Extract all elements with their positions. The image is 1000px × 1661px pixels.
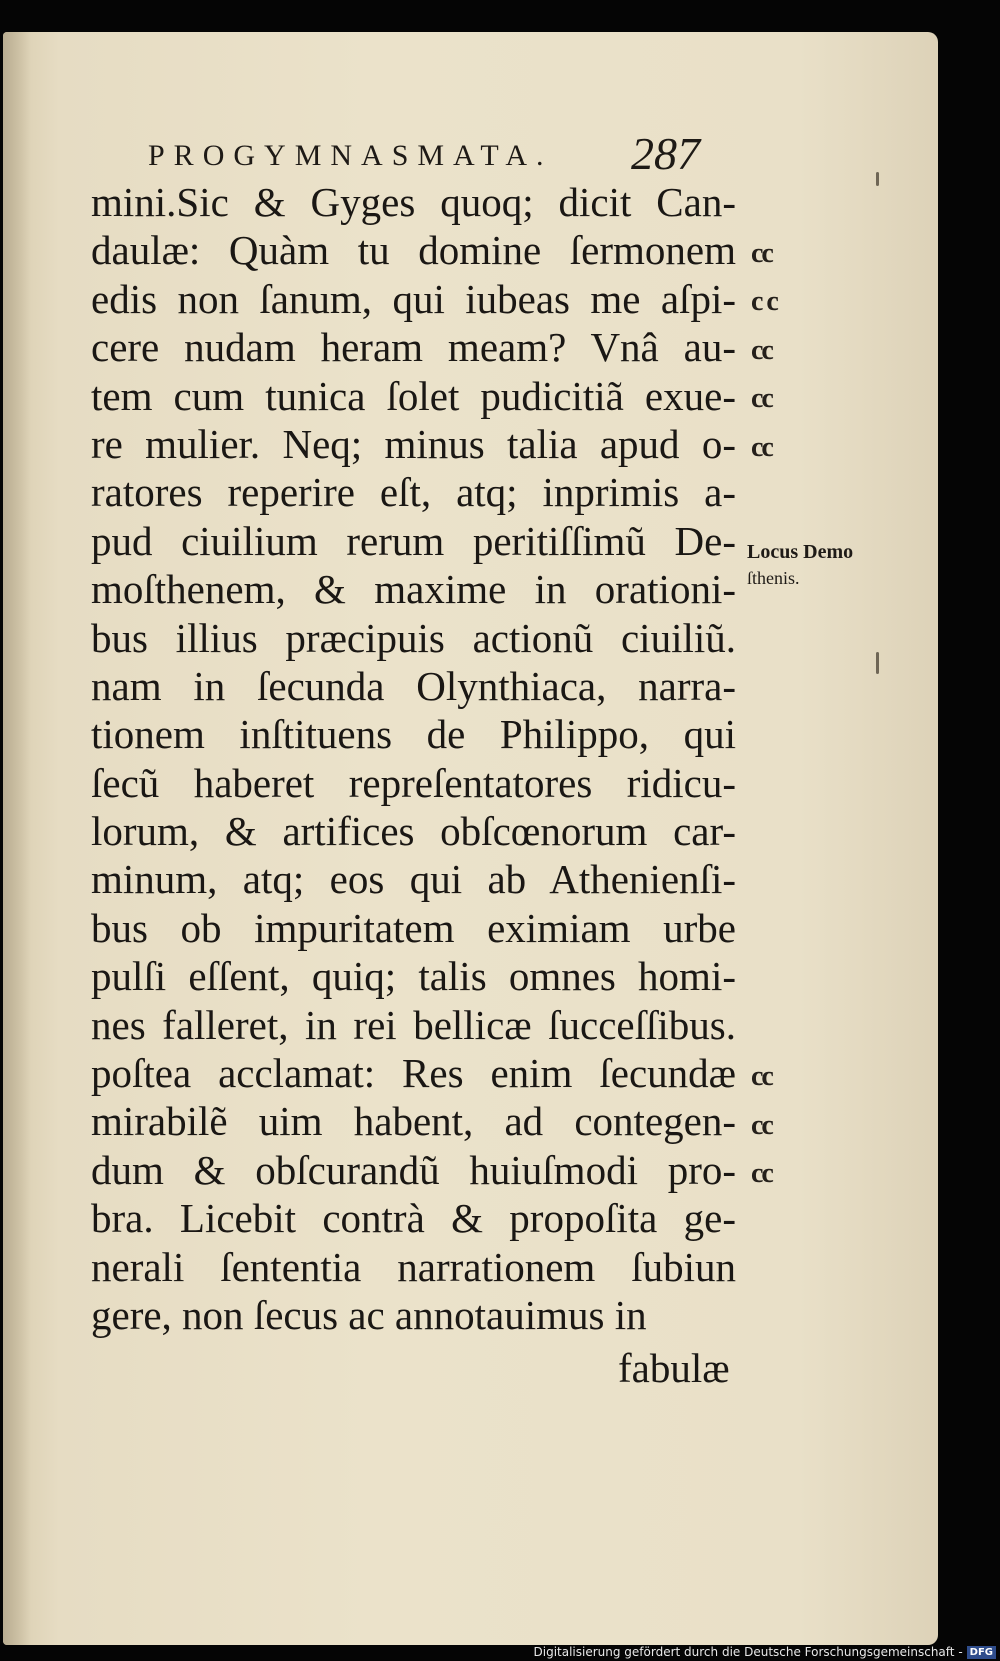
catchword: fabulæ [618, 1345, 730, 1391]
text-line: poſtea acclamat: Res enim ſecundæ [91, 1050, 736, 1097]
text-line: daulæ: Quàm tu domine ſermonem [91, 227, 736, 274]
text-line: minum, atq; eos qui ab Athenienſi- [91, 856, 736, 903]
text-line: mini.Sic & Gyges quoq; dicit Can- [91, 179, 736, 225]
paper-speck [876, 652, 879, 674]
text-line: nes falleret, in rei bellicæ ſucceſſibus. [91, 1001, 736, 1048]
text-line: cere nudam heram meam? Vnâ au- [91, 324, 736, 371]
page-number: 287 [631, 128, 700, 179]
marginal-note-line: Locus Demo [747, 541, 854, 563]
main-text-block [91, 178, 736, 1339]
page-gutter-shadow [3, 32, 31, 1645]
text-line: nam in ſecunda Olynthiaca, narra- [91, 662, 736, 709]
paper-speck [876, 172, 879, 186]
text-line: bus ob impuritatem eximiam urbe [91, 904, 736, 951]
book-page [3, 32, 938, 1645]
dfg-logo: DFG [967, 1646, 996, 1659]
text-line: edis non ſanum, qui iubeas me aſpi- [91, 275, 736, 322]
text-line: ſecũ haberet repreſentatores ridicu- [91, 759, 736, 806]
quote-mark: cc [751, 383, 772, 414]
text-line: mirabilẽ uim habent, ad contegen- [91, 1098, 736, 1145]
text-line: tionem inſtituens de Philippo, qui [91, 711, 736, 758]
digitization-credit [534, 1643, 997, 1661]
quote-mark: cc [751, 335, 772, 366]
quote-mark: c c [751, 286, 777, 317]
quote-mark: cc [751, 432, 772, 463]
text-line: ratores reperire eſt, atq; inprimis a- [91, 469, 736, 516]
quote-mark: cc [751, 1158, 772, 1189]
quote-mark: cc [751, 1061, 772, 1092]
quote-mark: cc [751, 1110, 772, 1141]
text-line: moſthenem, & maxime in orationi- [91, 566, 736, 613]
text-line: gere, non ſecus ac annotauimus in [91, 1291, 647, 1338]
text-line: bus illius præcipuis actionũ ciuiliũ. [91, 614, 736, 661]
text-line: pulſi eſſent, quiq; talis omnes homi- [91, 953, 736, 1000]
marginal-note-line: ſthenis. [747, 568, 800, 588]
credit-text: Digitalisierung gefördert durch die Deutsche Forschungsgemeinschaft - [533, 1645, 963, 1659]
text-line: tem cum tunica ſolet pudicitiã exue- [91, 372, 736, 419]
marginal-note [747, 539, 853, 591]
text-line: re mulier. Neq; minus talia apud o- [91, 420, 736, 467]
text-line: nerali ſententia narrationem ſubiun [91, 1243, 736, 1290]
text-line: lorum, & artifices obſcœnorum car- [91, 808, 736, 855]
running-title: PROGYMNASMATA. [148, 139, 553, 172]
text-line: dum & obſcurandũ huiuſmodi pro- [91, 1146, 736, 1193]
quote-mark: cc [751, 238, 772, 269]
text-line: pud ciuilium rerum peritiſſimũ De- [91, 517, 736, 564]
text-line: bra. Licebit contrà & propoſita ge- [91, 1195, 736, 1242]
running-head [148, 105, 738, 179]
